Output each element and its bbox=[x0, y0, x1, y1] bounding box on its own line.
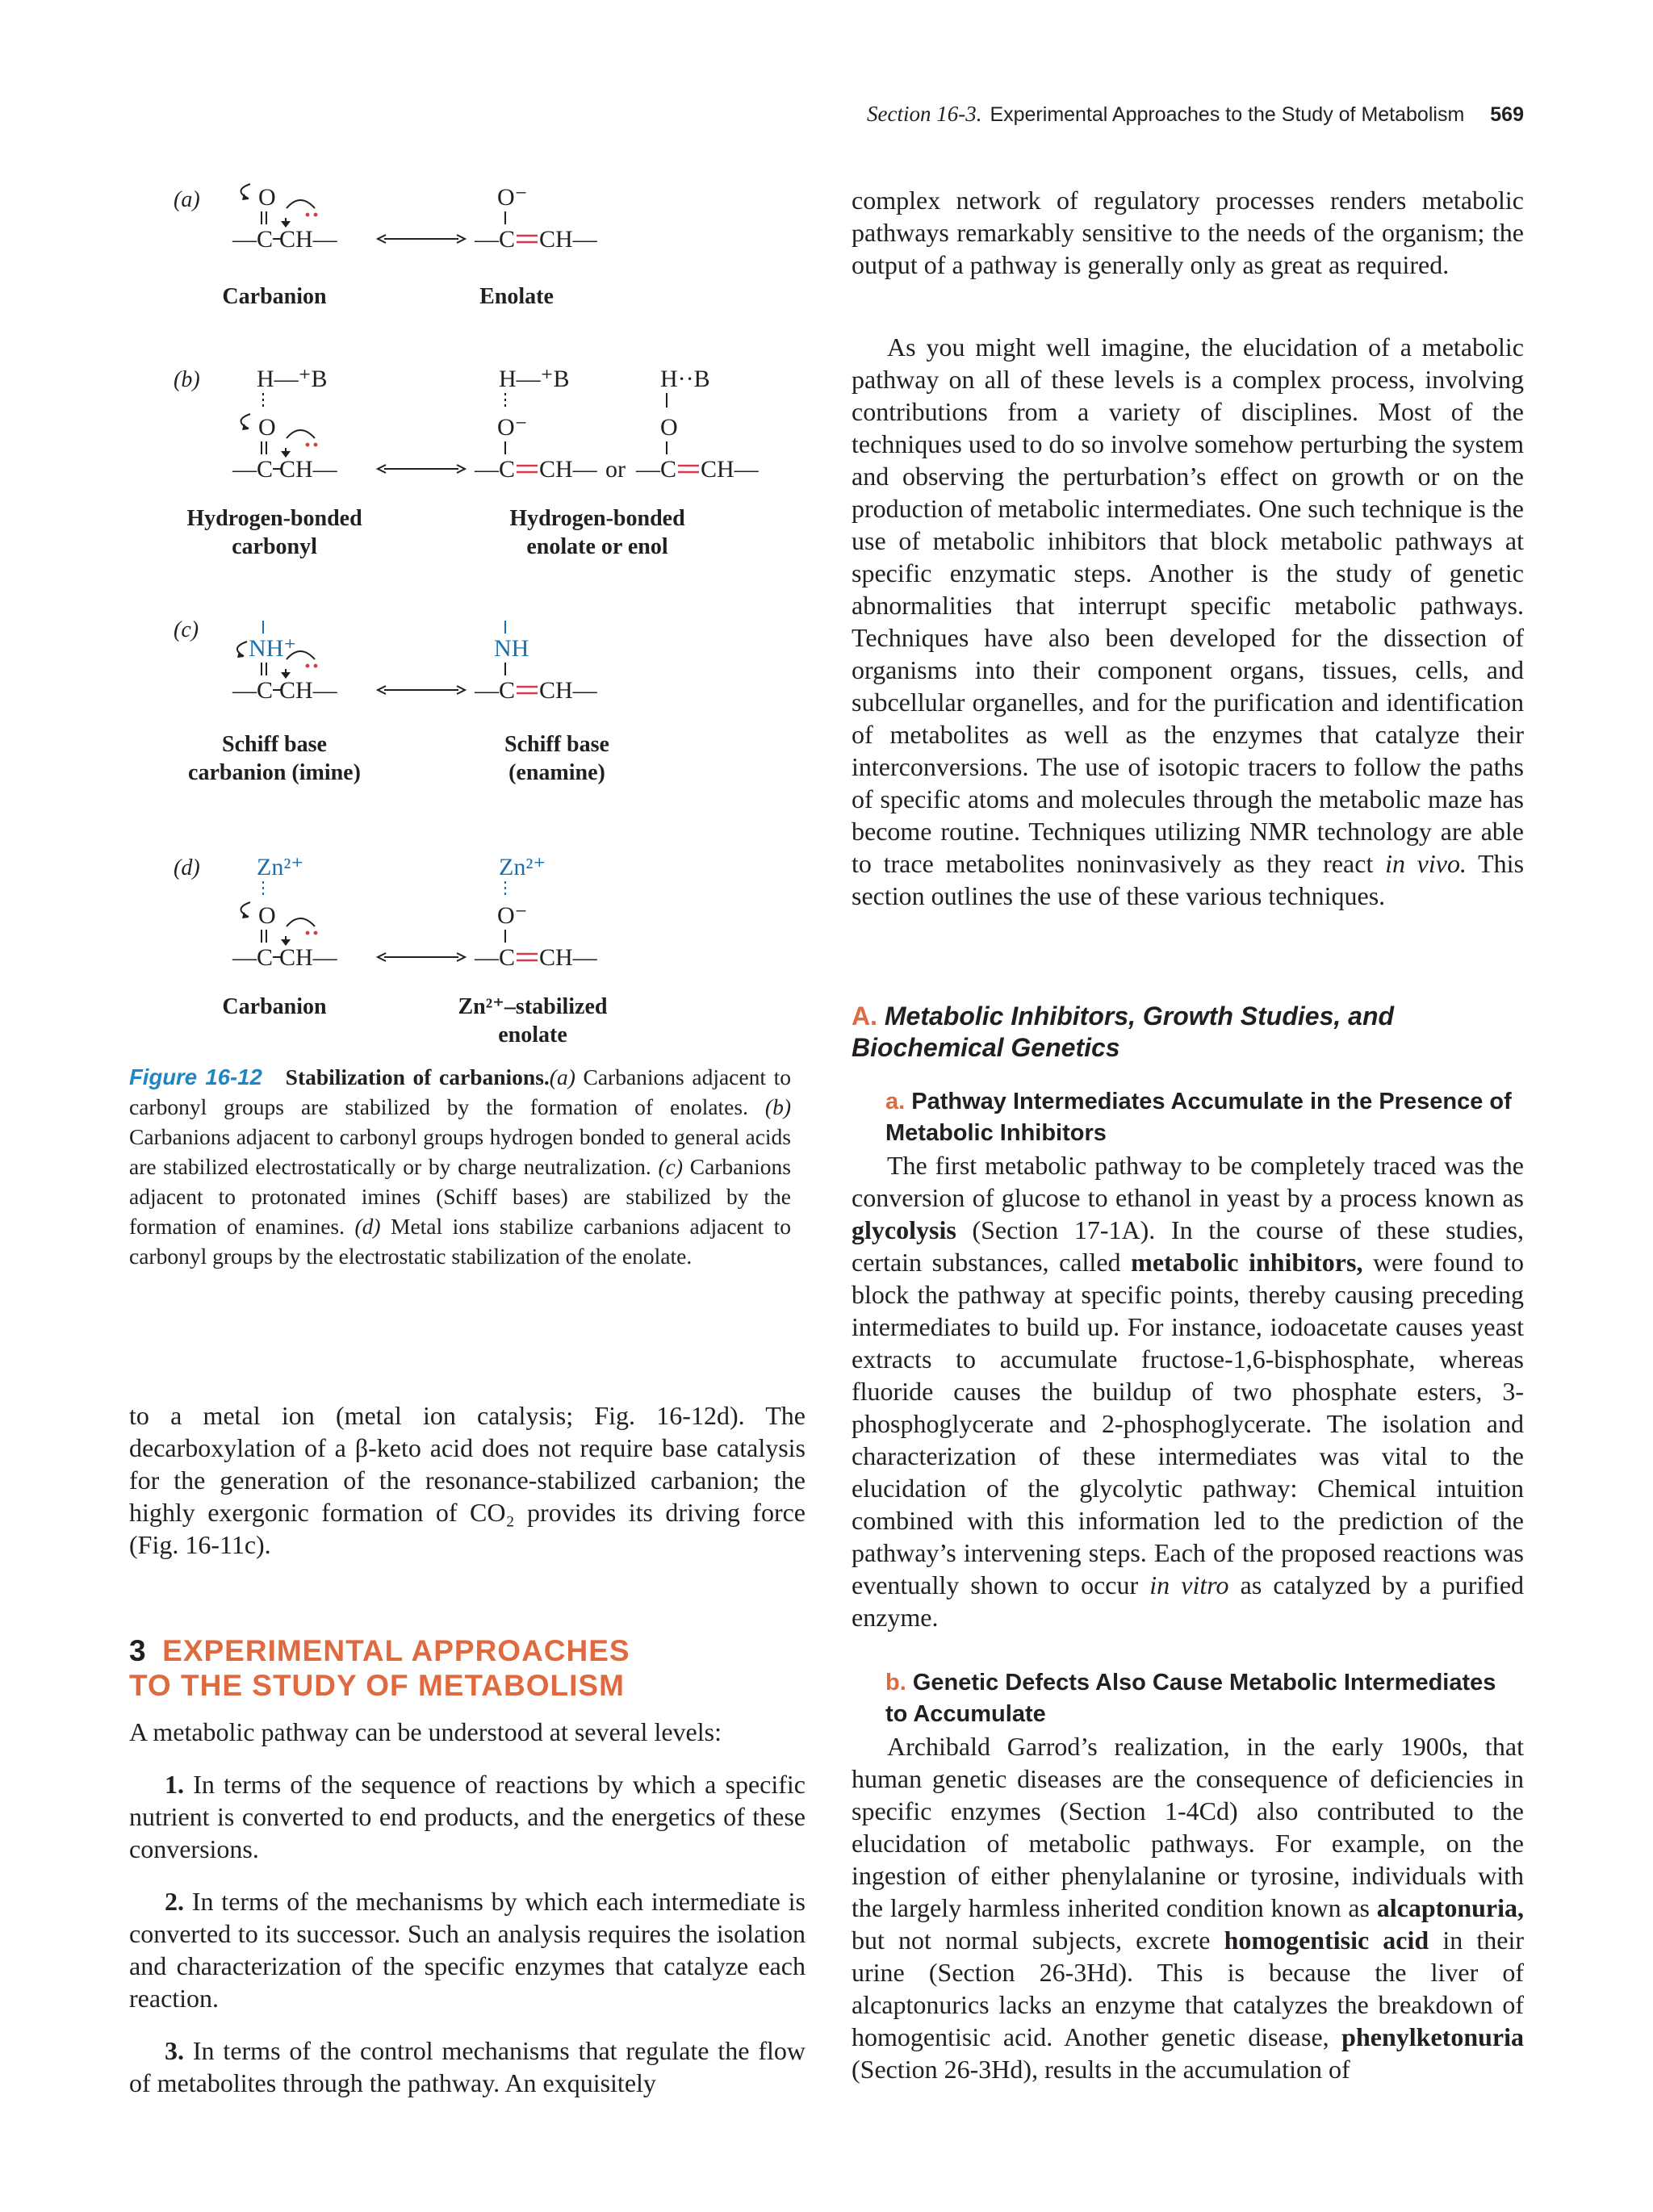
page-number: 569 bbox=[1490, 103, 1524, 126]
panel-b-right-caption: Hydrogen-bonded enolate or enol bbox=[509, 506, 685, 559]
svg-text:—C: —C bbox=[475, 944, 516, 971]
svg-text:NH: NH bbox=[494, 635, 529, 662]
panel-a bbox=[129, 178, 807, 323]
panel-a-label: (a) bbox=[174, 187, 200, 212]
svg-text:H—⁺B: H—⁺B bbox=[499, 366, 570, 392]
panel-c-label: (c) bbox=[174, 617, 199, 642]
panel-c-left-caption: Schiff base carbanion (imine) bbox=[188, 732, 361, 785]
svg-text:O⁻: O⁻ bbox=[497, 414, 528, 441]
svg-text:NH⁺: NH⁺ bbox=[249, 635, 297, 662]
svg-text:—C: —C bbox=[232, 944, 274, 971]
panel-c-structure bbox=[129, 617, 807, 714]
left-intro: A metabolic pathway can be understood at several levels: bbox=[129, 1717, 722, 1746]
svg-text:O: O bbox=[660, 414, 678, 441]
svg-text:—C: —C bbox=[232, 677, 274, 704]
panel-a-structure bbox=[129, 178, 807, 274]
panel-b-structure bbox=[129, 367, 807, 488]
right-para-2: As you might well imagine, the elucidation of a metabolic pathway on all of these levels is a complex process, involving contributions from a variety of disciplines. Most of the techniques used to do so involve somehow perturbing the system and observing the perturbation’s effect on growth or on the production of metabolic intermediates. One such technique is the use of metabolic inhibitors that block metabolic pathways at specific enzymatic steps. Another is the study of genetic abnormalities that interrupt specific metabolic pathways. Techniques have also been developed for the dissection of organisms into their component organs, tissues, cells, and subcellular organelles, and for the purification and identification of metabolites as well as the enzymes that catalyze their interconversions. The use of isotopic tracers to follow the paths of specific atoms and molecules through the metabolic maze has become routine. Techniques utilizing NMR technology are able to trace metabolites noninvasively as they react in vivo. This section outlines the use of these various techniques. bbox=[852, 332, 1525, 910]
list-item-2: 2. In terms of the mechanisms by which each intermediate is converted to its successor. Such an analysis requires the isolation and characterization of the specific enzymes that catalyze each reaction. bbox=[129, 1887, 806, 2013]
svg-text:—C: —C bbox=[475, 456, 516, 483]
panel-a-left-caption: Carbanion bbox=[222, 284, 327, 309]
subsubsection-heading-a: a. Pathway Intermediates Accumulate in the Presence of Metabolic Inhibitors bbox=[885, 1089, 1512, 1146]
svg-text:CH—: CH— bbox=[279, 456, 337, 483]
svg-text:··: ·· bbox=[303, 202, 320, 228]
panel-c bbox=[129, 617, 807, 795]
svg-text:··: ·· bbox=[303, 920, 320, 947]
left-para-1: to a metal ion (metal ion catalysis; Fig. 16-12d). The decarboxylation of a β-keto acid does not require base catalysis for the generation of the resonance-stabilized carbanion; the highly exergonic formation of CO₂ provides its driving force (Fig. 16-11c). bbox=[129, 1401, 806, 1559]
svg-text:—C: —C bbox=[232, 456, 274, 483]
svg-text:—C: —C bbox=[475, 226, 516, 253]
svg-text:CH—: CH— bbox=[279, 944, 337, 971]
header-title: Experimental Approaches to the Study of Metabolism bbox=[990, 103, 1465, 126]
svg-text:H—⁺B: H—⁺B bbox=[257, 366, 328, 392]
running-header bbox=[0, 100, 1524, 128]
svg-text:—C: —C bbox=[232, 226, 274, 253]
panel-a-right-caption: Enolate bbox=[479, 284, 554, 309]
panel-c-right-caption: Schiff base (enamine) bbox=[504, 732, 609, 785]
subsection-heading-a: A. Metabolic Inhibitors, Growth Studies, and Biochemical Genetics bbox=[852, 1001, 1395, 1062]
left-list bbox=[129, 1768, 806, 2099]
svg-text:—C: —C bbox=[636, 456, 677, 483]
svg-text:CH—: CH— bbox=[539, 226, 597, 253]
panel-d-label: (d) bbox=[174, 855, 200, 880]
section-heading-number: 3 bbox=[129, 1634, 146, 1667]
subsubsection-heading-b: b. Genetic Defects Also Cause Metabolic Intermediates to Accumulate bbox=[885, 1670, 1496, 1727]
right-para-4: Archibald Garrod’s realization, in the early 1900s, that human genetic diseases are the consequence of deficiencies in specific enzymes (Section 1-4Cd) also contributed to the elucidation of metabolic pathways. For example, on the ingestion of either phenylalanine or tyrosine, individuals with the largely harmless inherited condition known as alcaptonuria, but not normal subjects, excrete homogentisic acid in their urine (Section 26-3Hd). This is because the liver of alcaptonurics lacks an enzyme that catalyzes the breakdown of homogentisic acid. Another genetic disease, phenylketonuria (Section 26-3Hd), results in the accumulation of bbox=[852, 1732, 1525, 2084]
svg-text:CH—: CH— bbox=[539, 944, 597, 971]
svg-text:··: ·· bbox=[303, 653, 320, 679]
svg-text:—C: —C bbox=[475, 677, 516, 704]
list-item-1: 1. In terms of the sequence of reactions by which a specific nutrient is converted to end products, and the energetics of these conversions. bbox=[129, 1770, 806, 1863]
panel-d-right-caption: Zn²⁺–stabilized enolate bbox=[458, 994, 608, 1047]
svg-text:CH—: CH— bbox=[279, 226, 337, 253]
panel-b-label: (b) bbox=[174, 367, 200, 392]
panel-d-left-caption: Carbanion bbox=[222, 994, 327, 1019]
svg-text:CH—: CH— bbox=[279, 677, 337, 704]
panel-b bbox=[129, 367, 807, 569]
svg-text:O: O bbox=[258, 414, 276, 441]
figure-title: Stabilization of carbanions. bbox=[285, 1064, 550, 1089]
figure-caption: Figure 16-12 Stabilization of carbanions.(a) Carbanions adjacent to carbonyl groups are stabilized by the formation of enolates. (b) Carbanions adjacent to carbonyl groups hydrogen bonded to general acids are stabilized electrostatically or by charge neutralization. (c) Carbanions adjacent to protonated imines (Schiff bases) are stabilized by the formation of enamines. (d) Metal ions stabilize carbanions adjacent to carbonyl groups by the electrostatic stabilization of the enolate. bbox=[129, 1064, 792, 1269]
svg-text:O⁻: O⁻ bbox=[497, 902, 528, 929]
svg-text:or: or bbox=[605, 456, 626, 483]
panel-d bbox=[129, 854, 807, 1047]
svg-text:Zn²⁺: Zn²⁺ bbox=[257, 854, 304, 880]
header-section: Section 16-3. bbox=[866, 102, 982, 126]
panel-d-structure bbox=[129, 854, 807, 971]
svg-text:CH—: CH— bbox=[701, 456, 759, 483]
right-para-3: The first metabolic pathway to be completely traced was the conversion of glucose to ethanol in yeast by a process known as glycolysis (Section 17-1A). In the course of these studies, certain substances, called metabolic inhibitors, were found to block the pathway at specific points, thereby causing preceding intermediates to build up. For instance, iodoacetate causes yeast extracts to accumulate fructose-1,6-bisphosphate, whereas fluoride causes the buildup of two phosphate esters, 3-phosphoglycerate and 2-phosphoglycerate. The isolation and characterization of these intermediates was vital to the elucidation of the glycolytic pathway: Chemical intuition combined with this information led to the prediction of the pathway’s intervening steps. Each of the proposed reactions was eventually shown to occur in vitro as catalyzed by a purified enzyme. bbox=[852, 1151, 1525, 1632]
panel-b-left-caption: Hydrogen-bonded carbonyl bbox=[186, 506, 362, 559]
figure-number: Figure 16-12 bbox=[129, 1064, 262, 1089]
svg-text:CH—: CH— bbox=[539, 456, 597, 483]
svg-text:O: O bbox=[258, 184, 276, 211]
list-item-3: 3. In terms of the control mechanisms that regulate the flow of metabolites through the pathway. An exquisitely bbox=[129, 2036, 806, 2097]
section-heading-3: 3 EXPERIMENTAL APPROACHES TO THE STUDY OF METABOLISM bbox=[129, 1634, 630, 1702]
svg-text:Zn²⁺: Zn²⁺ bbox=[499, 854, 546, 880]
svg-text:O⁻: O⁻ bbox=[497, 184, 528, 211]
right-para-1: complex network of regulatory processes renders metabolic pathways remarkably sensitive to the needs of the organism; the output of a pathway is generally only as great as required. bbox=[852, 186, 1524, 279]
svg-text:O: O bbox=[258, 902, 276, 929]
svg-text:CH—: CH— bbox=[539, 677, 597, 704]
svg-text:··: ·· bbox=[303, 432, 320, 458]
svg-text:H··B: H··B bbox=[660, 366, 710, 392]
figure-16-12 bbox=[129, 178, 807, 1049]
